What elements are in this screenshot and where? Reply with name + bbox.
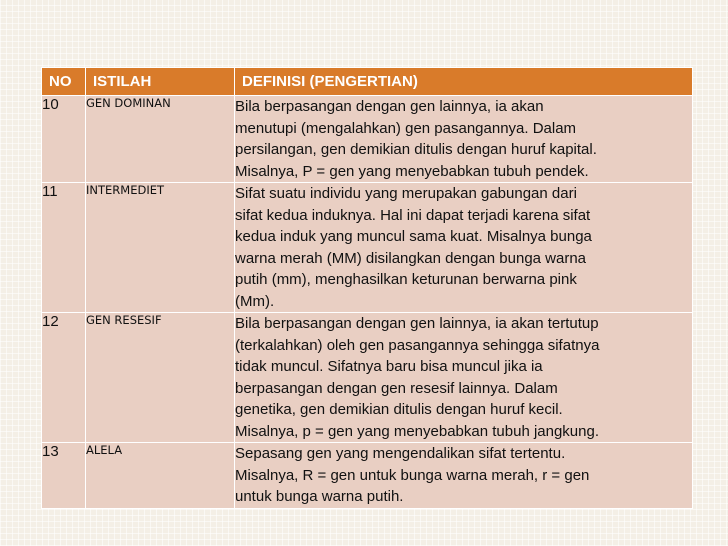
table-row [42, 313, 693, 443]
row-term: ALELA [86, 443, 235, 509]
header-no: NO [42, 68, 86, 96]
row-definition: Sifat suatu individu yang merupakan gabungan dari sifat kedua induknya. Hal ini dapat terjadi karena sifat kedua induk yang muncul sama kuat. Misalnya bunga warna merah (MM) disilangkan dengan bunga warna putih (mm), menghasilkan keturunan berwarna pink (Mm). [235, 185, 592, 310]
definitions-table [41, 67, 693, 509]
row-definition: Bila berpasangan dengan gen lainnya, ia akan tertutup (terkalahkan) oleh gen pasangannya sehingga sifatnya tidak muncul. Sifatnya baru bisa muncul jika ia berpasangan dengan gen resesif lainnya. Dalam genetika, gen demikian ditulis dengan huruf kecil. Misalnya, p = gen yang menyebabkan tubuh jangkung. [235, 315, 600, 440]
header-definition: DEFINISI (PENGERTIAN) [235, 68, 693, 96]
table-header-row [42, 68, 693, 96]
table-row [42, 96, 693, 183]
table-row [42, 183, 693, 313]
row-no: 10 [42, 96, 86, 183]
row-term: INTERMEDIET [86, 183, 235, 313]
row-no: 13 [42, 443, 86, 509]
row-term: GEN RESESIF [86, 313, 235, 443]
table-row [42, 443, 693, 509]
header-term: ISTILAH [86, 68, 235, 96]
row-definition: Sepasang gen yang mengendalikan sifat tertentu. Misalnya, R = gen untuk bunga warna merah, r = gen untuk bunga warna putih. [235, 445, 590, 505]
row-no: 12 [42, 313, 86, 443]
row-term: GEN DOMINAN [86, 96, 235, 183]
row-definition: Bila berpasangan dengan gen lainnya, ia akan menutupi (mengalahkan) gen pasangannya. Dalam persilangan, gen demikian ditulis dengan huruf kapital. Misalnya, P = gen yang menyebabkan tubuh pendek. [235, 98, 597, 180]
row-no: 11 [42, 183, 86, 313]
